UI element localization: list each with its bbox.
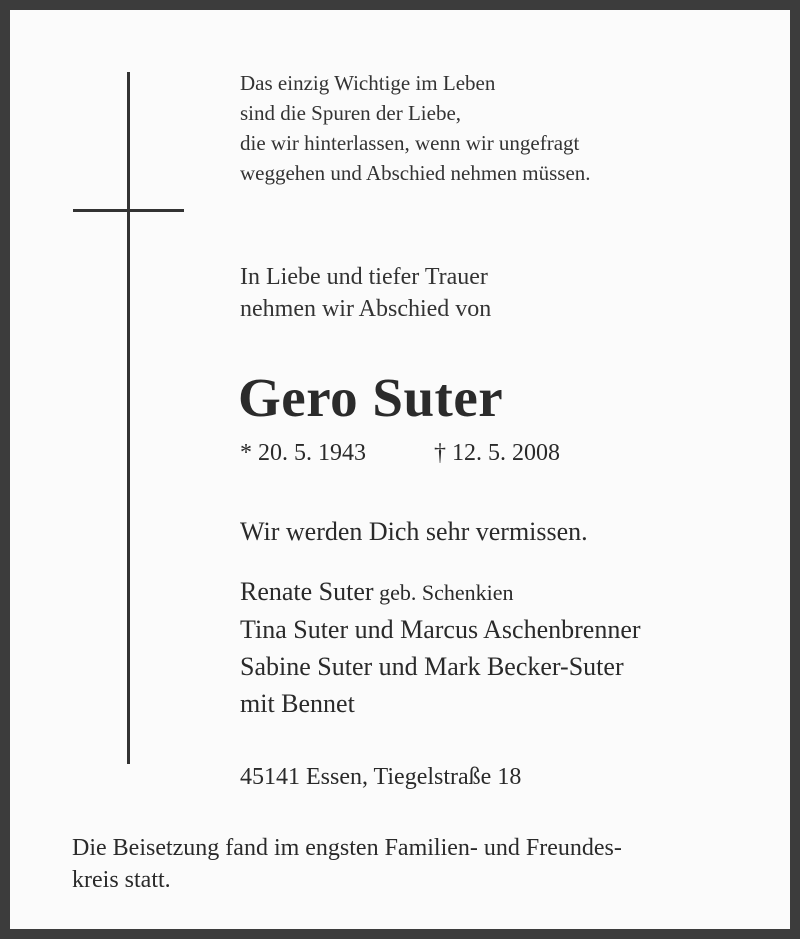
mourner-entry — [240, 573, 641, 611]
burial-line: Die Beisetzung fand im engsten Familien- und Freundes- — [72, 835, 622, 861]
mourner-entry: mit Bennet — [240, 689, 355, 718]
motto-line: Das einzig Wichtige im Leben — [240, 71, 496, 95]
birth-date: * 20. 5. 1943 — [240, 440, 366, 466]
farewell-message: Wir werden Dich sehr vermissen. — [240, 517, 588, 546]
intro-line: In Liebe und tiefer Trauer — [240, 264, 488, 290]
mourner-maiden-name: geb. Schenkien — [373, 580, 514, 605]
mourners-list — [240, 573, 641, 722]
motto-line: weggehen und Abschied nehmen müssen. — [240, 161, 591, 185]
intro-line: nehmen wir Abschied von — [240, 296, 492, 322]
deceased-name: Gero Suter — [238, 367, 504, 428]
cross-vertical-bar — [127, 72, 130, 764]
burial-line: kreis statt. — [72, 867, 171, 893]
motto-verse — [240, 68, 591, 188]
death-date: † 12. 5. 2008 — [434, 440, 560, 466]
mourner-entry: Tina Suter und Marcus Aschenbrenner — [240, 615, 641, 644]
intro-text — [240, 261, 491, 325]
burial-note — [72, 832, 622, 896]
motto-line: die wir hinterlassen, wenn wir ungefragt — [240, 131, 580, 155]
mourner-address: 45141 Essen, Tiegelstraße 18 — [240, 764, 522, 790]
mourner-name: Renate Suter — [240, 577, 374, 606]
cross-horizontal-bar — [73, 209, 184, 212]
mourner-entry: Sabine Suter und Mark Becker-Suter — [240, 652, 624, 681]
motto-line: sind die Spuren der Liebe, — [240, 101, 462, 125]
